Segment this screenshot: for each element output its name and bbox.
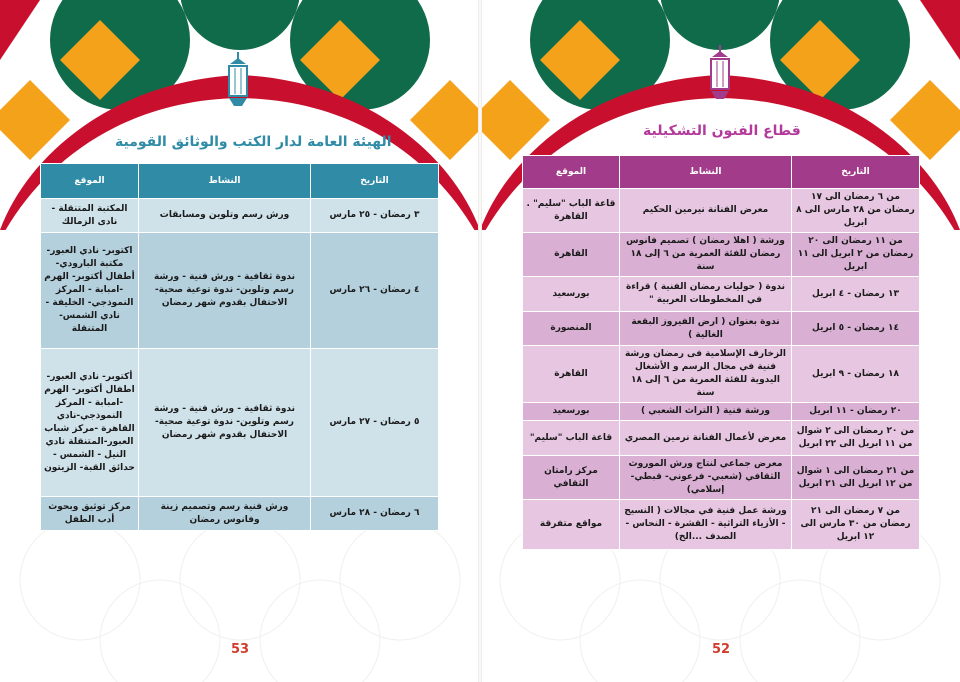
table-row [41,233,439,349]
cell-activity: ندوة ثقافية - ورش فنية - ورشة رسم وتلوين- ندوة توعية صحية- الاحتفال بقدوم شهر رمضان [139,233,311,349]
cell-date: ٣ رمضان - ٢٥ مارس [311,199,439,233]
right-page-title: قطاع الفنون التشكيلية [643,123,801,139]
cell-activity: ورشة عمل فنية في مجالات ( النسيج - الأزياء التراثية - القشرة - النحاس - الصدف ...الخ) [620,500,792,550]
cell-activity: ورشة فنية ( التراث الشعبي ) [620,403,792,421]
table-row [523,403,920,421]
header-location: الموقع [523,156,620,189]
cell-activity: معرض لأعمال الفنانة نرمين المصري [620,421,792,456]
cell-date: من ٢١ رمضان الى ١ شوال من ١٢ ابريل الى ٢١ ابريل [792,456,920,500]
cell-date: ٦ رمضان - ٢٨ مارس [311,497,439,531]
header-activity: النشاط [139,164,311,199]
header-date: التاريخ [792,156,920,189]
table-row [523,456,920,500]
table-row [523,277,920,312]
cell-date: ١٣ رمضان - ٤ ابريل [792,277,920,312]
table-row [523,312,920,346]
left-page-title: الهيئة العامة لدار الكتب والوثائق القومية [115,134,392,150]
table-row [41,497,439,531]
cell-location: مركز توثيق وبحوث أدب الطفل [41,497,139,531]
lantern-icon [224,52,252,112]
table-header-row [523,156,920,189]
header-location: الموقع [41,164,139,199]
cell-activity: الزخارف الإسلامية فى رمضان ورشة فنية في مجال الرسم و الأشغال اليدوية للفئة العمرية من ٦ إلى ١٨ سنة [620,346,792,403]
cell-activity: معرض جماعي لنتاج ورش الموروث الثقافي (شعبي- فرعوني- قبطي- إسلامي) [620,456,792,500]
cell-activity: ندوة ( حوليات رمضان الفنية ) قراءة في المخطوطات العربية " [620,277,792,312]
table-row [523,346,920,403]
cell-date: ٤ رمضان - ٢٦ مارس [311,233,439,349]
table-row [41,349,439,497]
header-activity: النشاط [620,156,792,189]
cell-location: المكتبة المتنقلة - نادى الزمالك [41,199,139,233]
table-row [523,421,920,456]
cell-date: ٥ رمضان - ٢٧ مارس [311,349,439,497]
cell-activity: ندوة بعنوان ( ارض الفيروز البقعة الغالية ) [620,312,792,346]
cell-location: قاعة الباب "سليم" [523,421,620,456]
table-row [523,233,920,277]
left-page-number: 53 [231,642,250,657]
cell-date: من ٧ رمضان الى ٢١ رمضان من ٣٠ مارس الى ١٢ ابريل [792,500,920,550]
table-row [523,189,920,233]
header-date: التاريخ [311,164,439,199]
cell-date: من ٦ رمضان الى ١٧ رمضان من ٢٨ مارس الى ٨ ابريل [792,189,920,233]
cell-location: مركز رامتان الثقافي [523,456,620,500]
book-gutter [478,0,482,682]
left-schedule-table [40,163,439,531]
cell-location: أكتوبر- نادي العبور- اطفال أكتوبر- الهرم -امبابة - المركز النموذجي-نادي القاهرة -مركز شباب العبور-المتنقلة نادي النيل - الشمس - حدائق القبة- الزيتون [41,349,139,497]
cell-location: بورسعيد [523,403,620,421]
table-row [523,500,920,550]
cell-date: من ٢٠ رمضان الى ٢ شوال من ١١ ابريل الى ٢٢ ابريل [792,421,920,456]
cell-activity: ورش رسم وتلوين ومسابقات [139,199,311,233]
cell-location: القاهرة [523,233,620,277]
cell-date: ١٨ رمضان - ٩ ابريل [792,346,920,403]
cell-date: من ١١ رمضان الى ٢٠ رمضان من ٢ ابريل الى ١١ ابريل [792,233,920,277]
cell-location: قاعة الباب "سليم" . القاهرة [523,189,620,233]
table-header-row [41,164,439,199]
right-schedule-table [522,155,920,550]
cell-location: اكتوبر- نادي العبور- مكتبة البارودي- أطفال أكتوبر- الهرم -امبابة - المركز النموذجي- الخليفة - نادي الشمس- المتنقلة [41,233,139,349]
cell-activity: ندوة ثقافية - ورش فنية - ورشة رسم وتلوين- ندوة توعية صحية- الاحتفال بقدوم شهر رمضان [139,349,311,497]
right-page-number: 52 [712,642,731,657]
cell-location: مواقع متفرقة [523,500,620,550]
lantern-icon [706,45,734,105]
cell-activity: ورش فنية رسم وتصميم زينة وفانوس رمضان [139,497,311,531]
cell-location: القاهرة [523,346,620,403]
cell-location: بورسعيد [523,277,620,312]
cell-date: ١٤ رمضان - ٥ ابريل [792,312,920,346]
cell-location: المنصورة [523,312,620,346]
cell-date: ٢٠ رمضان - ١١ ابريل [792,403,920,421]
cell-activity: معرض الفنانة نيرمين الحكيم [620,189,792,233]
cell-activity: ورشة ( اهلا رمضان ) تصميم فانوس رمضان للفئة العمرية من ٦ إلى ١٨ سنة [620,233,792,277]
table-row [41,199,439,233]
